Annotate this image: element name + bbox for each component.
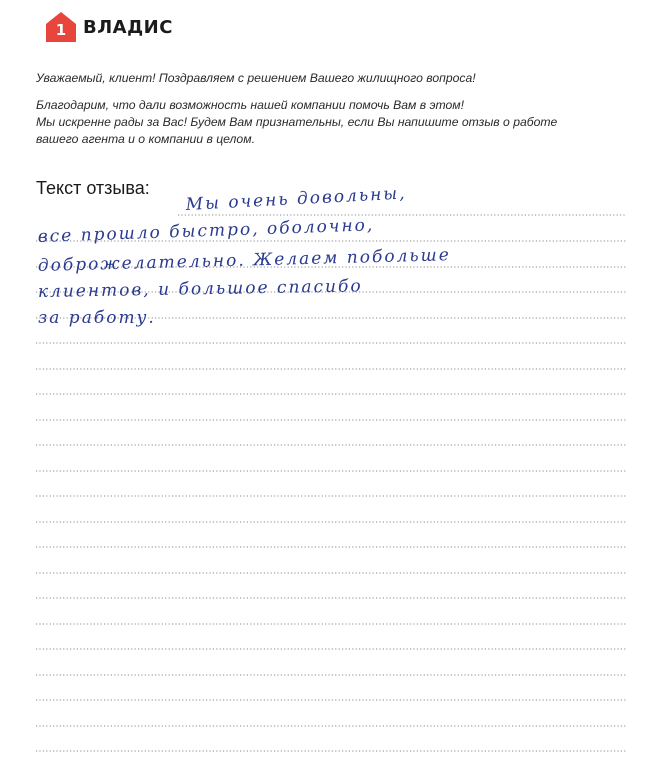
thanks-line: Благодарим, что дали возможность нашей компании помочь Вам в этом! — [36, 98, 465, 112]
request-line-end: вашего агента и о компании в целом. — [36, 132, 255, 146]
review-heading: Текст отзыва: — [36, 178, 150, 198]
handwriting-line: клиентов, и большое спасибо — [37, 276, 363, 302]
greeting-line: Уважаемый, клиент! Поздравляем с решением Вашего жилищного вопроса! — [36, 71, 476, 85]
request-line: Мы искренне рады за Вас! Будем Вам признательны, если Вы напишите отзыв о работе — [36, 115, 558, 129]
logo-digit: 1 — [55, 21, 67, 39]
handwriting-line: Мы очень довольны, — [185, 183, 408, 215]
handwriting-line: за работу. — [38, 308, 156, 328]
brand-name: ВЛАДИС — [83, 16, 173, 38]
handwriting-line: все прошло быстро, оболочно, — [37, 215, 375, 247]
handwriting-line: доброжелательно. Желаем побольше — [37, 245, 452, 276]
